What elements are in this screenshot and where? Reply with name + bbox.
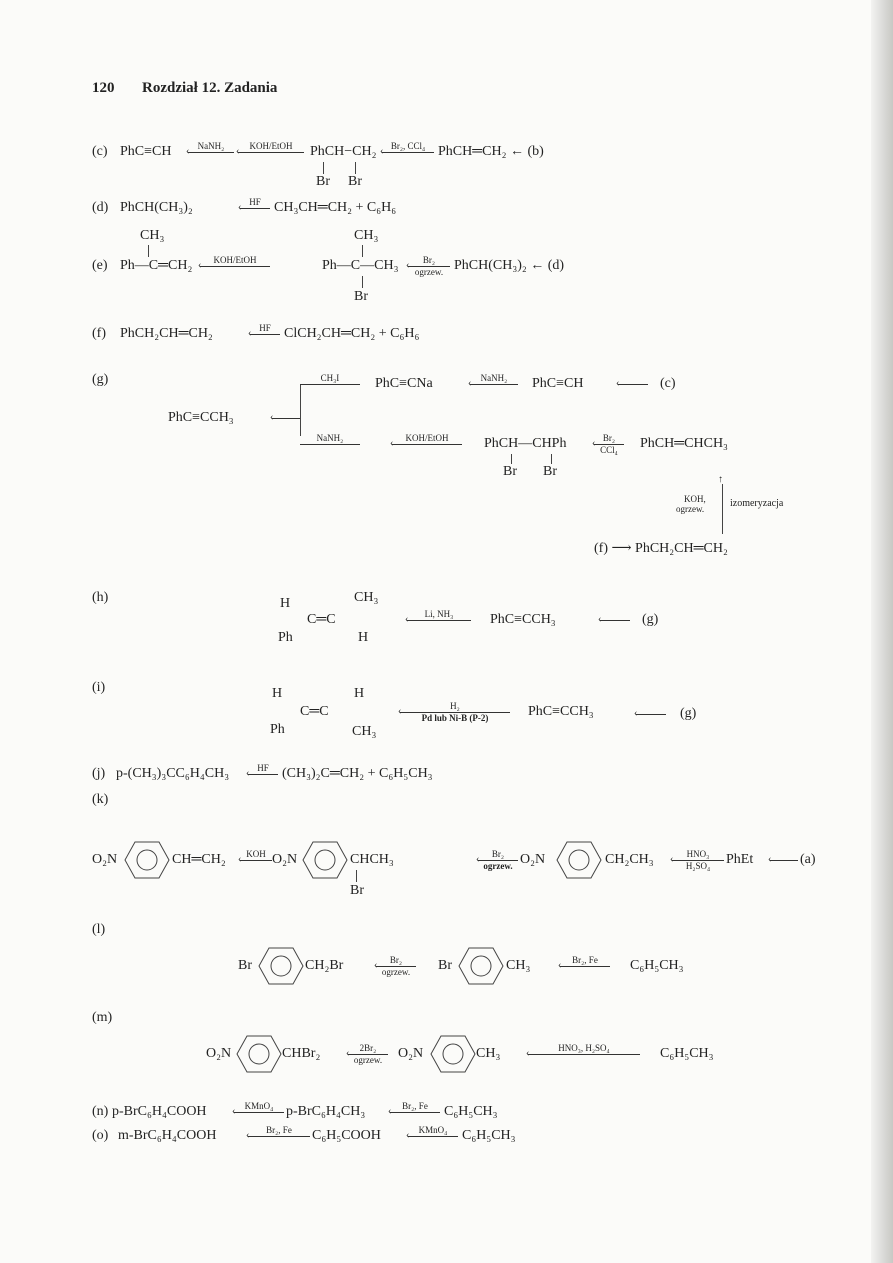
substituent: Br [350, 883, 364, 898]
bond [362, 245, 363, 257]
substituent: O₂N [92, 852, 118, 867]
substituent: Br [316, 174, 330, 189]
substituent: CH₃ [140, 228, 165, 243]
arrow: ‹ Br₂ ogrzew. [408, 258, 450, 274]
arrow [300, 433, 360, 452]
arrow: ‹ KOH [240, 852, 272, 868]
intermediate: PhC≡CNa [375, 376, 433, 391]
substituent: CH₂Br [305, 958, 344, 973]
reference: (g) [642, 612, 659, 627]
condition: NaNH₂ [316, 433, 344, 444]
arrow: ‹ Br₂ ogrzew. [376, 958, 416, 974]
arrow: ‹ NaNH₂ [470, 376, 518, 392]
label: (l) [92, 922, 106, 937]
condition: H₂SO₄ [685, 860, 711, 871]
substituent: O₂N [272, 852, 298, 867]
starting-material: CH₃CH═CH₂ + C₆H₆ [274, 200, 397, 215]
arrow: ‹ Br₂ CCl₄ [594, 436, 624, 452]
substituent: O₂N [520, 852, 546, 867]
condition: HF [257, 763, 269, 774]
condition: NaNH₂ [197, 141, 225, 152]
intermediate: PhCH—CHPh [484, 436, 567, 451]
substituent: CHBr₂ [282, 1046, 321, 1061]
substituent: CHCH₃ [350, 852, 394, 867]
arrow: ‹ [618, 376, 648, 392]
benzene-ring-icon [258, 946, 304, 986]
condition: ogrzew. [483, 860, 513, 871]
product: p-(CH₃)₃CC₆H₄CH₃ [116, 766, 230, 781]
arrow: ‹ HNO₃ H₂SO₄ [672, 852, 724, 868]
condition: KOH/EtOH [405, 433, 449, 444]
arrow: ‹ H₂ Pd lub Ni-B (P-2) [400, 704, 510, 720]
arrow: ‹ KOH/EtOH [238, 144, 304, 160]
condition: 2Br₂ [359, 1043, 377, 1054]
benzene-ring-icon [556, 840, 602, 880]
double-bond: C═C [307, 612, 336, 627]
atom: Ph [278, 630, 293, 645]
arrow: ‹ HF [250, 326, 280, 342]
up-arrow-head: ↑ [718, 474, 723, 485]
arrow [300, 373, 360, 392]
arrow: ‹ Br₂, Fe [390, 1104, 440, 1120]
starting-material: PhCH═CHCH₃ [640, 436, 728, 451]
label: (c) [92, 144, 108, 159]
substituent: Br [354, 289, 368, 304]
bond [511, 454, 512, 464]
condition: Br₂ [389, 955, 403, 966]
starting-material: C₆H₅CH₃ [630, 958, 684, 973]
substituent: Br [238, 958, 252, 973]
product: PhC≡CH [120, 144, 172, 159]
starting-material: PhCH(CH₃)₂ ← (d) [454, 258, 565, 273]
substituent: Br [543, 464, 557, 479]
condition: HF [259, 323, 271, 334]
condition: ogrzew. [414, 266, 444, 277]
label: (k) [92, 792, 109, 807]
product: PhCH₂CH═CH₂ [120, 326, 213, 341]
condition: Br₂, Fe [402, 1101, 428, 1112]
label: (m) [92, 1010, 113, 1025]
condition: Br₂, Fe [572, 955, 598, 966]
label: (g) [92, 372, 109, 387]
bond [323, 162, 324, 174]
starting-material: C₆H₅CH₃ [660, 1046, 714, 1061]
condition: ogrzew. [353, 1054, 383, 1065]
arrow: ‹ [770, 852, 798, 868]
arrow: ‹ Li, NH₃ [407, 612, 471, 628]
condition: izomeryzacja [730, 498, 784, 509]
benzene-ring-icon [124, 840, 170, 880]
product: Ph—C═CH₂ [120, 258, 193, 273]
arrow: ‹ 2Br₂ ogrzew. [348, 1046, 388, 1062]
condition: Br₂ [422, 255, 436, 266]
condition: HNO₃, H₂SO₄ [558, 1043, 610, 1054]
substituent: CH═CH₂ [172, 852, 226, 867]
bond [551, 454, 552, 464]
substituent: O₂N [206, 1046, 232, 1061]
condition: Br₂, CCl₄ [390, 141, 426, 152]
arrow: ‹ [272, 410, 300, 426]
condition: Li, NH₃ [424, 609, 454, 620]
benzene-ring-icon [430, 1034, 476, 1074]
atom: CH₃ [354, 590, 379, 605]
condition: Pd lub Ni-B (P-2) [421, 712, 489, 723]
condition: H₂ [450, 701, 460, 712]
condition: KMnO₄ [418, 1125, 448, 1136]
bond [148, 245, 149, 257]
label: (n) [92, 1104, 109, 1119]
label: (i) [92, 680, 106, 695]
condition: HF [249, 197, 261, 208]
benzene-ring-icon [302, 840, 348, 880]
label: (j) [92, 766, 106, 781]
substituent: CH₃ [476, 1046, 501, 1061]
condition: CCl₄ [600, 444, 618, 455]
reference: (c) [660, 376, 676, 391]
label: (h) [92, 590, 109, 605]
condition: NaNH₂ [480, 373, 508, 384]
double-bond: C═C [300, 704, 329, 719]
condition: Br₂ [491, 849, 505, 860]
arrow: ‹ KMnO₄ [234, 1104, 284, 1120]
bond [362, 276, 363, 288]
condition: KOH, [684, 494, 706, 504]
atom: H [280, 596, 291, 611]
arrow: ‹ KMnO₄ [408, 1128, 458, 1144]
intermediate: PhCH−CH₂ [310, 144, 377, 159]
intermediate: p-BrC₆H₄CH₃ [286, 1104, 366, 1119]
condition: Br₂, Fe [266, 1125, 292, 1136]
starting-material: ClCH₂CH═CH₂ + C₆H₆ [284, 326, 420, 341]
benzene-ring-icon [236, 1034, 282, 1074]
arrow: ‹ Br₂, Fe [560, 958, 610, 974]
arrow: ‹ KOH/EtOH [392, 436, 462, 452]
label: (f) [92, 326, 106, 341]
arrow: ‹ Br₂ ogrzew. [478, 852, 518, 868]
starting-material: (CH₃)₂C═CH₂ + C₆H₅CH₃ [282, 766, 433, 781]
intermediate: C₆H₅COOH [312, 1128, 381, 1143]
starting-material: PhC≡CCH₃ [528, 704, 594, 719]
page-number: 120 [92, 80, 115, 96]
intermediate: Ph—C—CH₃ [322, 258, 399, 273]
product: p-BrC₆H₄COOH [112, 1104, 207, 1119]
substituent: CH₃ [354, 228, 379, 243]
starting-material: PhC≡CCH₃ [490, 612, 556, 627]
label: (e) [92, 258, 108, 273]
product: m-BrC₆H₄COOH [118, 1128, 217, 1143]
reference: (g) [680, 706, 697, 721]
substituent: O₂N [398, 1046, 424, 1061]
starting-material: PhC≡CH [532, 376, 584, 391]
condition: CH₃I [320, 373, 340, 384]
arrow: ‹ [600, 612, 630, 628]
starting-material: PhCH═CH₂ ← (b) [438, 144, 544, 159]
starting-material: C₆H₅CH₃ [444, 1104, 498, 1119]
label: (d) [92, 200, 109, 215]
starting-material: (f) ⟶ PhCH₂CH═CH₂ [594, 541, 728, 556]
reference: (a) [800, 852, 816, 867]
arrow: ‹ NaNH₂ [188, 144, 234, 160]
condition: KMnO₄ [244, 1101, 274, 1112]
starting-material: PhEt [726, 852, 754, 867]
condition: Br₂ [602, 433, 616, 444]
condition: KOH/EtOH [213, 255, 257, 266]
arrow: ‹ HF [240, 200, 270, 216]
bond [355, 162, 356, 174]
up-arrow-line [722, 484, 723, 534]
atom: H [358, 630, 369, 645]
starting-material: C₆H₅CH₃ [462, 1128, 516, 1143]
atom: Ph [270, 722, 285, 737]
substituent: Br [503, 464, 517, 479]
arrow: ‹ KOH/EtOH [200, 258, 270, 274]
page-edge-shadow [871, 0, 893, 1263]
substituent: CH₃ [506, 958, 531, 973]
product: PhC≡CCH₃ [168, 410, 234, 425]
chapter-title: Rozdział 12. Zadania [142, 80, 278, 96]
atom: H [272, 686, 283, 701]
benzene-ring-icon [458, 946, 504, 986]
condition: ogrzew. [676, 504, 705, 514]
condition: HNO₃ [686, 849, 710, 860]
substituent: Br [348, 174, 362, 189]
arrow: ‹ HF [248, 766, 278, 782]
condition: KOH/EtOH [249, 141, 293, 152]
condition: KOH [246, 849, 266, 860]
label: (o) [92, 1128, 109, 1143]
arrow: ‹ HNO₃, H₂SO₄ [528, 1046, 640, 1062]
atom: H [354, 686, 365, 701]
arrow: ‹ Br₂, CCl₄ [382, 144, 434, 160]
substituent: CH₂CH₃ [605, 852, 654, 867]
arrow: ‹ Br₂, Fe [248, 1128, 310, 1144]
atom: CH₃ [352, 724, 377, 739]
condition: ogrzew. [381, 966, 411, 977]
bond [356, 870, 357, 882]
product: PhCH(CH₃)₂ [120, 200, 193, 215]
arrow: ‹ [636, 706, 666, 722]
substituent: Br [438, 958, 452, 973]
